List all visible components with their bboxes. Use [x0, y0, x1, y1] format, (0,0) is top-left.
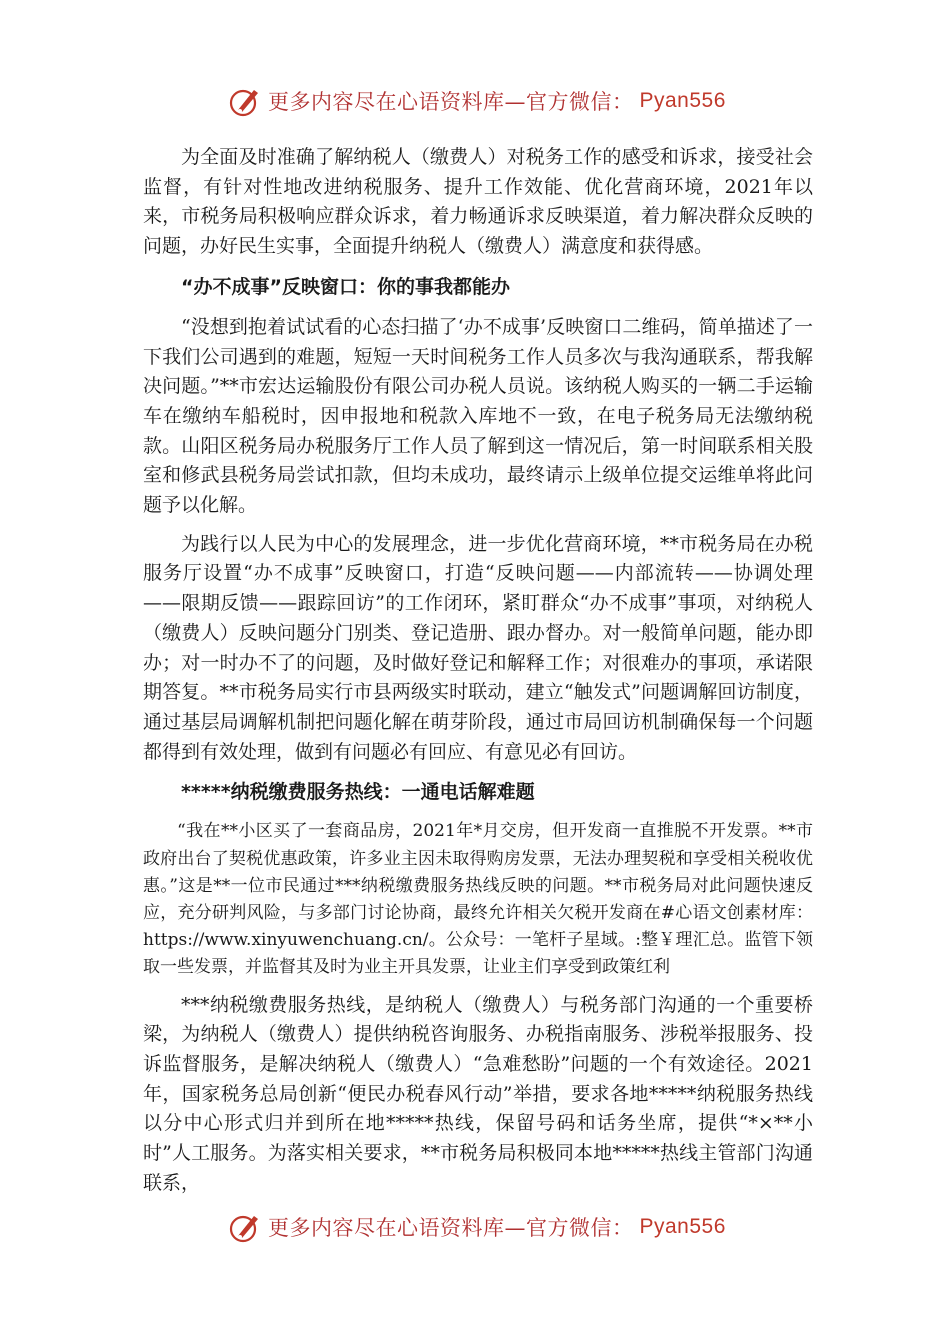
watermark-text: 更多内容尽在心语资料库—官方微信： — [268, 1216, 634, 1240]
pen-nib-logo-icon — [228, 1210, 262, 1244]
watermark-header — [228, 84, 726, 118]
watermark-footer — [228, 1210, 726, 1244]
paragraph-hotline: ***纳税缴费服务热线，是纳税人（缴费人）与税务部门沟通的一个重要桥梁，为纳税人（缴费人）提供纳税咨询服务、办税指南服务、涉税举报服务、投诉监督服务，是解决纳税人（缴费人）“急难愁盼”问题的一个有效途径。2021年，国家税务总局创新“便民办税春风行动”举措，要求各地*****纳税服务热线以分中心形式归并到所在地*****热线，保留号码和话务坐席，提供“*×**小时”人工服务。为落实相关要求，**市税务局积极同本地*****热线主管部门沟通联系， — [143, 993, 813, 1194]
pen-nib-logo-icon — [228, 84, 262, 118]
intro-paragraph: 为全面及时准确了解纳税人（缴费人）对税务工作的感受和诉求，接受社会监督，有针对性地改进纳税服务、提升工作效能、优化营商环境，2021年以来，市税务局积极响应群众诉求，着力畅通诉求反映渠道，着力解决群众反映的问题，办好民生实事，全面提升纳税人（缴费人）满意度和获得感。 — [143, 146, 813, 258]
paragraph-case-1: “没想到抱着试试看的心态扫描了‘办不成事’反映窗口二维码，简单描述了一下我们公司遇到的难题，短短一天时间税务工作人员多次与我沟通联系，帮我解决问题。”**市宏达运输股份有限公司办税人员说。该纳税人购买的一辆二手运输车在缴纳车船税时，因申报地和税款入库地不一致，在电子税务局无法缴纳税款。山阳区税务局办税服务厅工作人员了解到这一情况后，第一时间联系相关股室和修武县税务局尝试扣款，但均未成功，最终请示上级单位提交运维单将此问题予以化解。 — [143, 315, 813, 517]
paragraph-window-measures: 为践行以人民为中心的发展理念，进一步优化营商环境，**市税务局在办税服务厅设置“办不成事”反映窗口，打造“反映问题——内部流转——协调处理——限期反馈——跟踪回访”的工作闭环，紧盯群众“办不成事”事项，对纳税人（缴费人）反映问题分门别类、登记造册、跟办督办。对一般简单问题，能办即办；对一时办不了的问题，及时做好登记和解释工作；对很难办的事项，承诺限期答复。**市税务局实行市县两级实时联动，建立“触发式”问题调解回访制度，通过基层局调解机制把问题化解在萌芽阶段，通过市局回访机制确保每一个问题都得到有效处理，做到有问题必有回应、有意见必有回访。 — [143, 532, 813, 763]
section-heading-window: “办不成事”反映窗口：你的事我都能办 — [181, 275, 510, 298]
paragraph-case-2: “我在**小区买了一套商品房，2021年*月交房，但开发商一直推脱不开发票。**市政府出台了契税优惠政策，许多业主因未取得购房发票，无法办理契税和享受相关税收优惠。”这是**一位市民通过***纳税缴费服务热线反映的问题。**市税务局对此问题快速反应，充分研判风险，与多部门讨论协商，最终允许相关欠税开发商在#心语文创素材库：https://www.xinyuwenchuang.cn/。公众号：一笔杆子星域。:整￥理汇总。监管下领取一些发票，并监督其及时为业主开具发票，让业主们享受到政策红利 — [143, 821, 813, 978]
watermark-id: Pyan556 — [639, 89, 726, 112]
watermark-text: 更多内容尽在心语资料库—官方微信： — [268, 90, 634, 114]
document-body — [143, 143, 813, 1199]
watermark-id: Pyan556 — [639, 1215, 726, 1238]
section-heading-hotline: *****纳税缴费服务热线：一通电话解难题 — [181, 781, 535, 804]
